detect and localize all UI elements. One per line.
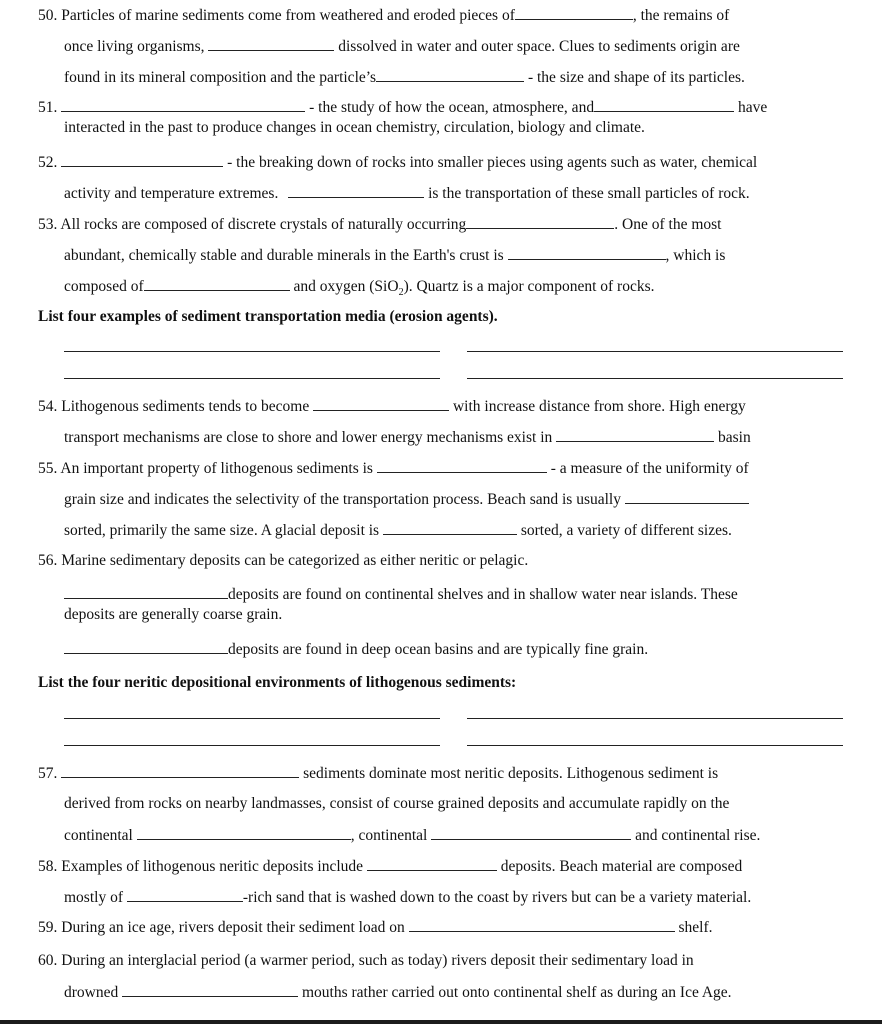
q53-line1 bbox=[38, 215, 721, 234]
q55-text: An important property of lithogenous sediments is bbox=[60, 460, 373, 477]
answer-line[interactable] bbox=[64, 718, 440, 719]
q53-text: composed of bbox=[64, 278, 144, 295]
q51-text: - the study of how the ocean, atmosphere, and bbox=[309, 99, 595, 116]
q57-line3 bbox=[64, 826, 760, 845]
q53-line3 bbox=[64, 277, 655, 299]
answer-blank[interactable] bbox=[625, 490, 749, 504]
q58-text: -rich sand that is washed down to the coast by rivers but can be a variety material. bbox=[242, 889, 752, 906]
q50-text: - the size and shape of its particles. bbox=[527, 69, 745, 86]
q52-text: is the transportation of these small particles of rock. bbox=[428, 185, 750, 202]
q53-text: All rocks are composed of discrete crystals of naturally occurring bbox=[60, 216, 467, 233]
question-number: 56. bbox=[38, 552, 58, 569]
q51-line2: interacted in the past to produce changes in ocean chemistry, circulation, biology and climate. bbox=[64, 119, 645, 136]
answer-line[interactable] bbox=[64, 378, 440, 379]
question-number: 57. bbox=[38, 765, 58, 782]
answer-blank[interactable] bbox=[122, 983, 298, 997]
answer-blank[interactable] bbox=[208, 37, 334, 51]
question-number: 53. bbox=[38, 216, 58, 233]
answer-blank[interactable] bbox=[383, 521, 517, 535]
q56-text: Marine sedimentary deposits can be categorized as either neritic or pelagic. bbox=[61, 552, 529, 569]
q58-text: mostly of bbox=[64, 889, 123, 906]
section-heading-erosion-agents: List four examples of sediment transportation media (erosion agents). bbox=[38, 308, 498, 325]
q55-line2 bbox=[64, 490, 749, 509]
q50-line2 bbox=[64, 37, 740, 56]
q55-text: grain size and indicates the selectivity of the transportation process. Beach sand is usually bbox=[64, 491, 621, 508]
q55-text: - a measure of the uniformity of bbox=[550, 460, 749, 477]
question-number: 50. bbox=[38, 7, 58, 24]
q60-text: During an interglacial period (a warmer period, such as today) rivers deposit their sedimentary load in bbox=[61, 952, 694, 969]
answer-blank[interactable] bbox=[137, 826, 351, 840]
q60-text: drowned bbox=[64, 984, 119, 1001]
answer-blank[interactable] bbox=[64, 640, 228, 654]
question-number: 51. bbox=[38, 99, 58, 116]
answer-blank[interactable] bbox=[409, 918, 675, 932]
answer-blank[interactable] bbox=[127, 888, 243, 902]
q57-line2: derived from rocks on nearby landmasses, consist of course grained deposits and accumulate rapidly on the bbox=[64, 795, 730, 812]
q54-text: transport mechanisms are close to shore and lower energy mechanisms exist in bbox=[64, 429, 553, 446]
q50-text: , the remains of bbox=[632, 7, 730, 24]
q53-text: . One of the most bbox=[614, 216, 722, 233]
q54-line2 bbox=[64, 428, 751, 447]
question-number: 60. bbox=[38, 952, 58, 969]
answer-line[interactable] bbox=[467, 718, 843, 719]
answer-blank[interactable] bbox=[61, 153, 223, 167]
q53-text: , which is bbox=[665, 247, 726, 264]
q59-line1 bbox=[38, 918, 713, 937]
q50-text: once living organisms, bbox=[64, 38, 205, 55]
q55-text: sorted, a variety of different sizes. bbox=[520, 522, 732, 539]
question-number: 58. bbox=[38, 858, 58, 875]
q54-text: Lithogenous sediments tends to become bbox=[61, 398, 310, 415]
q53-text: and oxygen (SiO bbox=[293, 278, 399, 295]
q56-line4 bbox=[64, 640, 648, 659]
q60-line1 bbox=[38, 952, 694, 970]
q58-line1 bbox=[38, 857, 742, 876]
answer-line[interactable] bbox=[64, 351, 440, 352]
bottom-border bbox=[0, 1020, 882, 1024]
q52-line1 bbox=[38, 153, 757, 172]
q55-line1 bbox=[38, 459, 749, 478]
answer-blank[interactable] bbox=[376, 68, 524, 82]
answer-blank[interactable] bbox=[61, 98, 305, 112]
q54-line1 bbox=[38, 397, 746, 416]
q53-line2 bbox=[64, 246, 725, 265]
q59-text: During an ice age, rivers deposit their sediment load on bbox=[61, 919, 405, 936]
q56-line1 bbox=[38, 552, 528, 570]
q55-text: sorted, primarily the same size. A glacial deposit is bbox=[64, 522, 380, 539]
question-number: 54. bbox=[38, 398, 58, 415]
q59-text: shelf. bbox=[678, 919, 713, 936]
answer-blank[interactable] bbox=[367, 857, 497, 871]
question-number: 52. bbox=[38, 154, 58, 171]
q50-text: found in its mineral composition and the particle’s bbox=[64, 69, 377, 86]
answer-line[interactable] bbox=[467, 378, 843, 379]
answer-blank[interactable] bbox=[431, 826, 631, 840]
q50-line3 bbox=[64, 68, 745, 87]
q50-text: Particles of marine sediments come from weathered and eroded pieces of bbox=[61, 7, 515, 24]
q60-line2 bbox=[64, 983, 732, 1002]
q57-text: sediments dominate most neritic deposits. Lithogenous sediment is bbox=[303, 765, 719, 782]
answer-blank[interactable] bbox=[144, 277, 290, 291]
q51-text: have bbox=[737, 99, 768, 116]
q54-text: with increase distance from shore. High energy bbox=[452, 398, 746, 415]
q58-text: Examples of lithogenous neritic deposits include bbox=[61, 858, 364, 875]
q52-text: activity and temperature extremes. bbox=[64, 185, 279, 202]
answer-blank[interactable] bbox=[466, 215, 614, 229]
q50-line1 bbox=[38, 6, 729, 25]
q60-text: mouths rather carried out onto continental shelf as during an Ice Age. bbox=[302, 984, 732, 1001]
question-number: 59. bbox=[38, 919, 58, 936]
answer-blank[interactable] bbox=[594, 98, 734, 112]
subscript: 2 bbox=[398, 287, 404, 299]
q57-text: and continental rise. bbox=[635, 827, 761, 844]
q57-text: , continental bbox=[350, 827, 428, 844]
q52-text: - the breaking down of rocks into smaller pieces using agents such as water, chemical bbox=[227, 154, 758, 171]
q56-line3: deposits are generally coarse grain. bbox=[64, 606, 283, 623]
q52-line2 bbox=[64, 184, 750, 203]
q51-line1 bbox=[38, 98, 767, 117]
answer-blank[interactable] bbox=[515, 6, 633, 20]
answer-line[interactable] bbox=[64, 745, 440, 746]
q53-text: ). Quartz is a major component of rocks. bbox=[403, 278, 655, 295]
q56-line2 bbox=[64, 585, 738, 604]
q58-line2 bbox=[64, 888, 751, 907]
answer-blank[interactable] bbox=[313, 397, 449, 411]
q58-text: deposits. Beach material are composed bbox=[500, 858, 743, 875]
answer-blank[interactable] bbox=[556, 428, 714, 442]
q50-text: dissolved in water and outer space. Clues to sediments origin are bbox=[338, 38, 740, 55]
answer-line[interactable] bbox=[467, 745, 843, 746]
answer-blank[interactable] bbox=[64, 585, 228, 599]
q56-text: deposits are found in deep ocean basins and are typically fine grain. bbox=[228, 641, 649, 658]
q54-text: basin bbox=[718, 429, 751, 446]
q55-line3 bbox=[64, 521, 732, 540]
q57-line1 bbox=[38, 764, 718, 783]
answer-blank[interactable] bbox=[288, 184, 424, 198]
answer-blank[interactable] bbox=[61, 764, 299, 778]
answer-line[interactable] bbox=[467, 351, 843, 352]
answer-blank[interactable] bbox=[377, 459, 547, 473]
q53-text: abundant, chemically stable and durable minerals in the Earth's crust is bbox=[64, 247, 504, 264]
q57-text: continental bbox=[64, 827, 133, 844]
question-number: 55. bbox=[38, 460, 58, 477]
section-heading-neritic-environments: List the four neritic depositional environments of lithogenous sediments: bbox=[38, 674, 517, 691]
answer-blank[interactable] bbox=[508, 246, 666, 260]
q56-text: deposits are found on continental shelves and in shallow water near islands. These bbox=[228, 586, 738, 603]
